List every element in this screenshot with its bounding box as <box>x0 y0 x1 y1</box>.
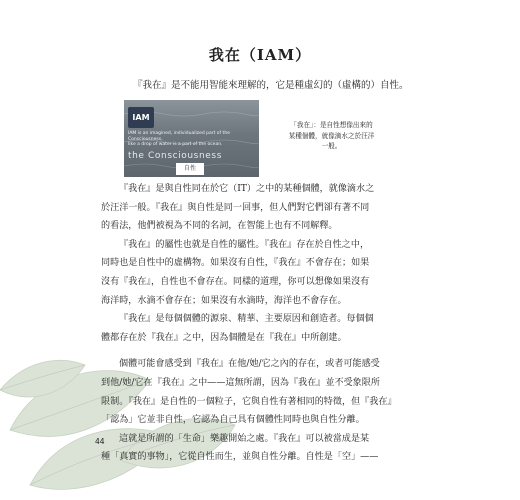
intro-line: 『我在』是不能用智能來理解的，它是種虛幻的（虛構的）自性。 <box>133 80 409 91</box>
figure-small-line: like a drop of water is a part of the ocean. <box>128 142 223 147</box>
caption-line: 某種個體，就像滴水之於汪洋 <box>288 131 375 140</box>
body-text <box>101 180 451 467</box>
body-line: 於汪洋一般。『我在』與自性是同一回事，但人們對它們卻有著不同 <box>101 202 370 213</box>
body-line: 個體可能會感受到『我在』在他/她/它之內的存在，或者可能感受 <box>119 359 380 370</box>
body-line: 『我在』是與自性同在於它（IT）之中的某種個體，就像滴水之 <box>119 184 375 194</box>
paragraph-gap <box>101 347 451 355</box>
page-title: 我在（IAM） <box>208 46 312 64</box>
body-line: 限制。『我在』是自性的一個粒子，它與自性有著相同的特徵，但『我在』 <box>101 396 397 407</box>
caption-line: 「我在」：是自性想像出來的 <box>290 121 373 129</box>
caption-line: 一般。 <box>321 142 342 150</box>
page-number: 44 <box>95 437 105 446</box>
body-line: 海洋時，水滴不會存在；如果沒有水滴時，海洋也不會存在。 <box>101 295 347 306</box>
body-line: 這就是所謂的「生命」樂趣開始之處。『我在』可以被當成是某 <box>119 433 370 444</box>
body-line: 『我在』的屬性也就是自性的屬性。『我在』存在於自性之中， <box>119 239 370 250</box>
iam-logo: IAM <box>128 107 154 128</box>
body-line: 沒有『我在』，自性也不會存在。同樣的道理，你可以想像如果沒有 <box>101 276 370 287</box>
body-line: 「認為」它並非自性，它認為自己具有個體性同時也與自性分離。 <box>101 415 365 426</box>
body-line: 『我在』是每個個體的源泉、精華、主要原因和創造者。每個個 <box>119 314 374 325</box>
body-line: 到他/她/它在『我在』之中——這無所謂，因為『我在』並不受象限所 <box>101 377 380 388</box>
figure-small-line: IAM is an imagined, individualized part of the <box>128 131 230 136</box>
body-line: 體都存在於『我在』之中，因為個體是在『我在』中所創建。 <box>101 332 347 343</box>
consciousness-figure <box>124 100 259 177</box>
figure-small-text <box>128 131 256 148</box>
body-line: 的看法，他們被視為不同的名詞，在智能上也有不同解釋。 <box>101 221 338 232</box>
body-line: 種「真實的事物」，它從自性而生，並與自性分離。自性是「空」—— <box>101 452 379 463</box>
body-line: 同時也是自性中的虛構物。如果沒有自性，『我在』不會存在；如果 <box>101 258 370 269</box>
figure-caption <box>269 120 394 152</box>
figure-small-line: Consciousness, <box>128 136 163 142</box>
figure-consciousness-text: the Consciousness <box>128 151 222 161</box>
figure-label: 自性 <box>176 163 204 175</box>
